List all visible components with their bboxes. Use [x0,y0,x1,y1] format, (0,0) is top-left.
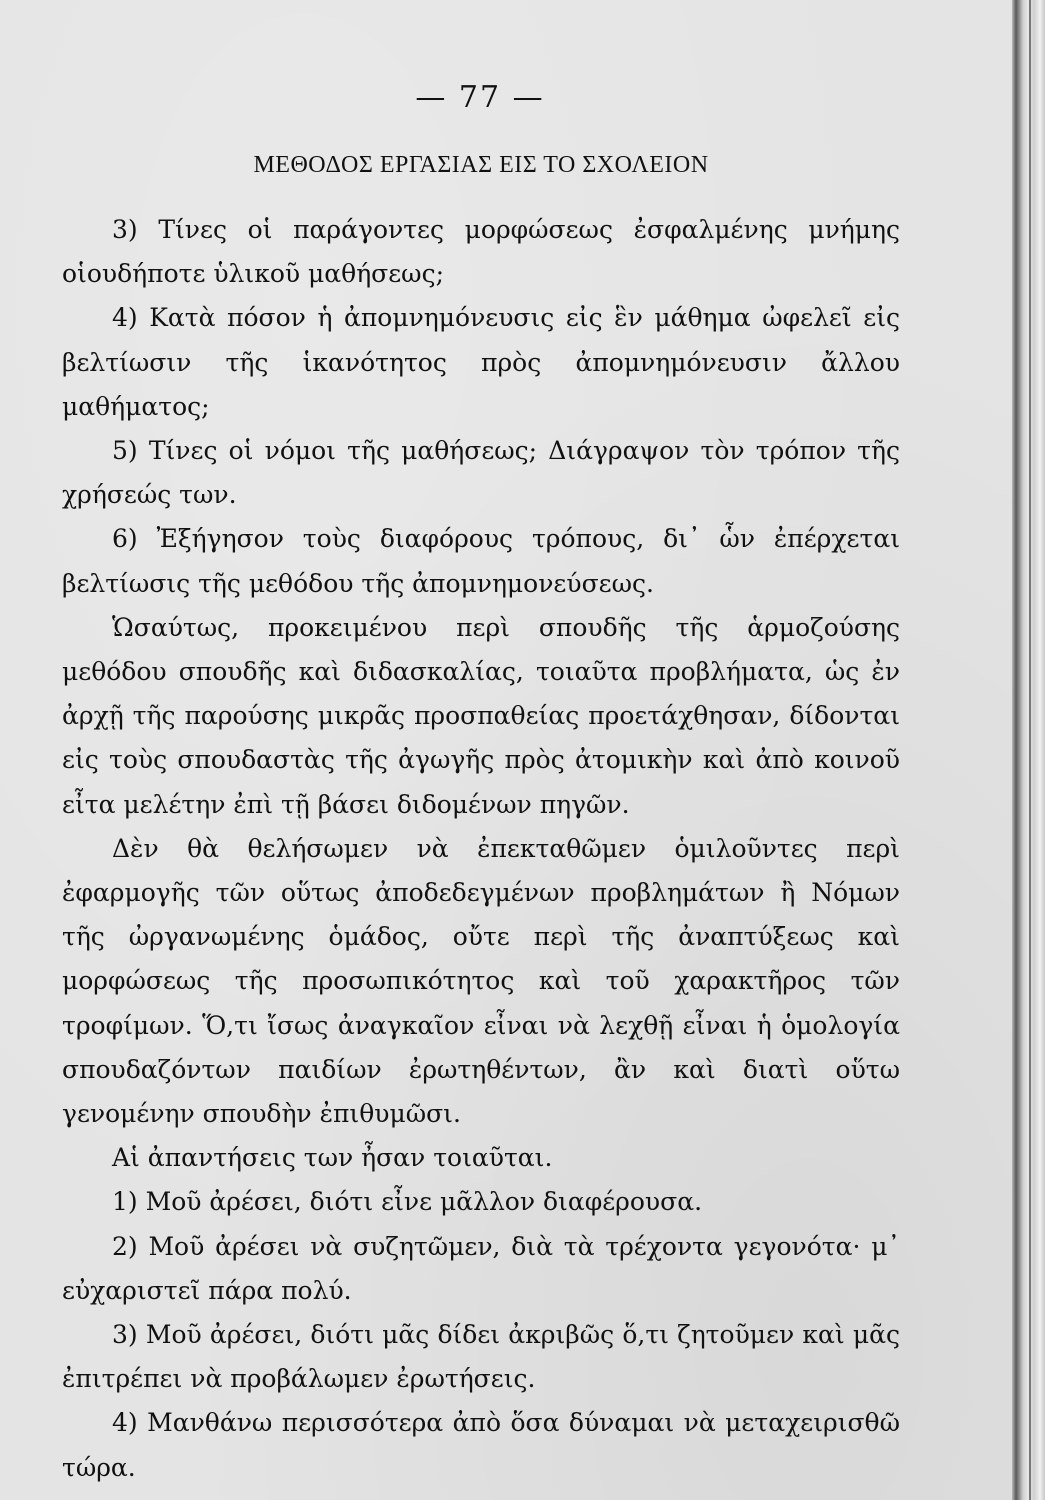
list-item: 4) Μανθάνω περισσότερα ἀπὸ ὅσα δύναμαι νὰ μεταχειρισθῶ τώρα. [62,1408,900,1482]
list-item: 3) Μοῦ ἀρέσει, διότι μᾶς δίδει ἀκριβῶς ὅ,τι ζητοῦμεν καὶ μᾶς ἐπιτρέπει νὰ προβάλωμεν ἐρωτήσεις. [62,1320,900,1394]
body-text [62,208,900,1490]
page-title: ΜΕΘΟΔΟΣ ΕΡΓΑΣΙΑΣ ΕΙΣ ΤΟ ΣΧΟΛΕΙΟΝ [253,152,709,178]
paragraph: Ὡσαύτως, προκειμένου περὶ σπουδῆς τῆς ἁρμοζούσης μεθόδου σπουδῆς καὶ διδασκαλίας, τοιαῦτα προβλήματα, ὡς ἐν ἀρχῇ τῆς παρούσης μικρᾶς προσπαθείας προετάχθησαν, δίδονται εἰς τοὺς σπουδαστὰς τῆς ἀγωγῆς πρὸς ἀτομικὴν καὶ ἀπὸ κοινοῦ εἶτα μελέτην ἐπὶ τῇ βάσει διδομένων πηγῶν. [62,612,900,819]
page-number: — 77 — [415,80,545,115]
paragraph: Αἱ ἀπαντήσεις των ἦσαν τοιαῦται. [112,1143,553,1173]
paragraph: 6) Ἐξήγησον τοὺς διαφόρους τρόπους, δι᾽ ὧν ἐπέρχεται βελτίωσις τῆς μεθόδου τῆς ἀπομνημονεύσεως. [62,524,900,598]
paragraph: Δὲν θὰ θελήσωμεν νὰ ἐπεκταθῶμεν ὁμιλοῦντες περὶ ἐφαρμογῆς τῶν οὕτως ἀποδεδεγμένων προβλημάτων ἢ Νόμων τῆς ὠργανωμένης ὁμάδος, οὔτε περὶ τῆς ἀναπτύξεως καὶ μορφώσεως τῆς προσωπικότητος καὶ τοῦ χαρακτῆρος τῶν τροφίμων. Ὅ,τι ἴσως ἀναγκαῖον εἶναι νὰ λεχθῇ εἶναι ἡ ὁμολογία σπουδαζόντων παιδίων ἐρωτηθέντων, ἂν καὶ διατὶ οὕτω γενομένην σπουδὴν ἐπιθυμῶσι. [62,833,900,1129]
list-item: 1) Μοῦ ἀρέσει, διότι εἶνε μᾶλλον διαφέρουσα. [112,1187,703,1217]
gutter-edge-line [1029,0,1031,1500]
paragraph: 3) Τίνες οἱ παράγοντες μορφώσεως ἐσφαλμένης μνήμης οἱουδήποτε ὑλικοῦ μαθήσεως; [62,215,900,289]
paragraph: 4) Κατὰ πόσον ἡ ἀπομνημόνευσις εἰς ἓν μάθημα ὠφελεῖ εἰς βελτίωσιν τῆς ἱκανότητος πρὸς ἀπομνημόνευσιν ἄλλου μαθήματος; [62,303,900,421]
list-item: 2) Μοῦ ἀρέσει νὰ συζητῶμεν, διὰ τὰ τρέχοντα γεγονότα· μ᾽ εὐχαριστεῖ πάρα πολύ. [62,1231,900,1305]
paragraph: 5) Τίνες οἱ νόμοι τῆς μαθήσεως; Διάγραψον τὸν τρόπον τῆς χρήσεώς των. [62,436,900,510]
book-gutter [1012,0,1045,1500]
